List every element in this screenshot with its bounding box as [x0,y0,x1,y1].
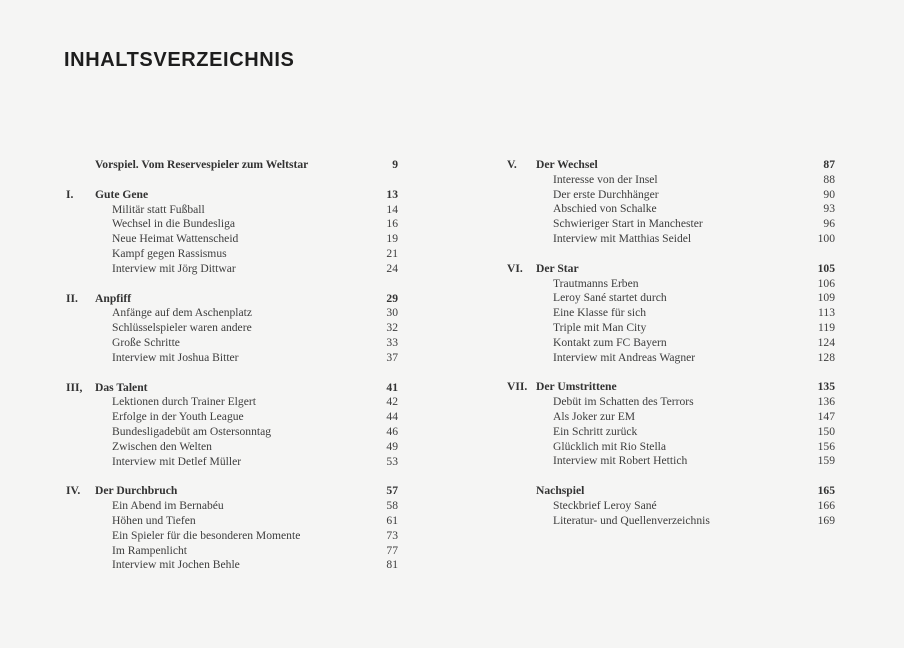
toc-section [507,158,835,247]
entry-label: Kampf gegen Rassismus [112,246,227,260]
roman-numeral-spacer [507,173,536,188]
toc-section [507,380,835,469]
toc-section [66,484,398,573]
entry-page-number: 30 [386,306,398,320]
toc-section-header [66,484,398,499]
entry-label: Interview mit Detlef Müller [112,454,242,468]
entry-page-number: 119 [818,320,835,334]
entry-page-number: 41 [386,380,398,394]
entry-page-number: 96 [823,217,835,231]
entry-label: Der Star [536,261,579,275]
roman-numeral-spacer [66,262,95,277]
toc-entry [507,217,835,232]
roman-numeral: IV. [66,484,81,498]
entry-page-number: 42 [386,395,398,409]
toc-section-header [66,292,398,307]
entry-label: Neue Heimat Wattenscheid [112,232,239,246]
entry-page-number: 166 [817,498,835,512]
toc-section [66,381,398,470]
roman-numeral-spacer [507,499,536,514]
toc-entry [66,232,398,247]
entry-label: Debüt im Schatten des Terrors [553,395,694,409]
entry-page-number: 165 [817,484,835,498]
roman-numeral-spacer [66,529,95,544]
entry-page-number: 73 [386,528,398,542]
toc-entry [66,440,398,455]
entry-page-number: 14 [386,202,398,216]
entry-label: Ein Spieler für die besonderen Momente [112,528,301,542]
entry-label: Der Wechsel [536,158,598,171]
roman-numeral-spacer [507,454,536,469]
toc-entry [66,425,398,440]
entry-label: Zwischen den Welten [112,439,212,453]
toc-entry [66,247,398,262]
roman-numeral-spacer [507,425,536,440]
entry-label: Interview mit Jochen Behle [112,558,240,572]
toc-entry [507,499,835,514]
roman-numeral: V. [507,158,517,171]
toc-entry [507,425,835,440]
toc-section-header [66,158,398,173]
toc-entry [66,558,398,573]
roman-numeral: VI. [507,261,523,275]
toc-section [66,292,398,366]
roman-numeral-spacer [66,544,95,559]
toc-column-left [66,158,398,573]
entry-label: Kontakt zum FC Bayern [553,335,667,349]
entry-label: Ein Abend im Bernabéu [112,499,224,513]
entry-label: Militär statt Fußball [112,202,205,216]
entry-page-number: 124 [817,335,835,349]
roman-numeral-spacer [507,440,536,455]
roman-numeral-spacer [507,410,536,425]
roman-numeral-spacer [66,455,95,470]
entry-page-number: 150 [817,424,835,438]
roman-numeral-spacer [66,440,95,455]
toc-entry [507,514,835,529]
entry-label: Interview mit Jörg Dittwar [112,261,236,275]
entry-page-number: 147 [817,409,835,423]
roman-numeral-spacer [66,395,95,410]
entry-label: Nachspiel [536,484,585,498]
entry-page-number: 113 [818,306,835,320]
entry-page-number: 57 [386,484,398,498]
entry-label: Höhen und Tiefen [112,513,196,527]
entry-label: Interview mit Robert Hettich [553,454,688,468]
toc-section [507,484,835,528]
entry-page-number: 87 [823,158,835,171]
roman-numeral [66,158,95,173]
toc-entry [66,499,398,514]
entry-page-number: 81 [386,558,398,572]
entry-page-number: 9 [392,158,398,171]
roman-numeral: III, [66,380,83,394]
toc-section [66,158,398,173]
toc-entry [507,277,835,292]
entry-label: Wechsel in die Bundesliga [112,217,236,231]
roman-numeral-spacer [66,410,95,425]
entry-label: Anfänge auf dem Aschenplatz [112,306,253,320]
toc-entry [507,232,835,247]
toc-entry [507,173,835,188]
toc-section-header [507,262,835,277]
entry-page-number: 29 [386,291,398,305]
roman-numeral-spacer [507,291,536,306]
entry-label: Bundesligadebüt am Ostersonntag [112,424,272,438]
entry-page-number: 16 [386,217,398,231]
roman-numeral-spacer [507,277,536,292]
roman-numeral-spacer [507,336,536,351]
entry-page-number: 58 [386,499,398,513]
entry-page-number: 49 [386,439,398,453]
entry-page-number: 90 [823,187,835,201]
entry-label: Als Joker zur EM [553,409,636,423]
entry-page-number: 169 [817,513,835,527]
toc-entry [507,306,835,321]
toc-section-header [507,380,835,395]
entry-page-number: 128 [817,350,835,364]
toc-entry [66,410,398,425]
toc-entry [507,410,835,425]
entry-label: Eine Klasse für sich [553,306,647,320]
roman-numeral-spacer [507,351,536,366]
entry-page-number: 77 [386,543,398,557]
entry-label: Steckbrief Leroy Sané [553,498,657,512]
roman-numeral: II. [66,291,78,305]
roman-numeral-spacer [507,188,536,203]
roman-numeral-spacer [507,217,536,232]
toc-section-header [507,158,835,173]
toc-entry [507,321,835,336]
entry-page-number: 24 [386,261,398,275]
toc-section-header [507,484,835,499]
roman-numeral-spacer [66,336,95,351]
toc-entry [507,291,835,306]
roman-numeral-spacer [66,499,95,514]
entry-label: Glücklich mit Rio Stella [553,439,667,453]
roman-numeral-spacer [66,217,95,232]
entry-page-number: 135 [817,380,835,394]
entry-label: Der erste Durchhänger [553,187,659,201]
entry-page-number: 156 [817,439,835,453]
roman-numeral-spacer [507,395,536,410]
entry-label: Interview mit Joshua Bitter [112,350,239,364]
entry-label: Das Talent [95,380,148,394]
toc-section-header [66,188,398,203]
entry-page-number: 136 [817,395,835,409]
toc-entry [66,544,398,559]
entry-label: Interview mit Andreas Wagner [553,350,696,364]
entry-page-number: 61 [386,513,398,527]
toc-entry [66,514,398,529]
toc-entry [66,395,398,410]
toc-column-right [507,158,835,529]
entry-page-number: 159 [817,454,835,468]
entry-label: Erfolge in der Youth League [112,410,244,424]
roman-numeral-spacer [66,321,95,336]
toc-entry [66,351,398,366]
entry-label: Leroy Sané startet durch [553,291,667,305]
toc-section-header [66,381,398,396]
entry-page-number: 106 [817,276,835,290]
entry-label: Lektionen durch Trainer Elgert [112,395,256,409]
toc-entry [507,395,835,410]
entry-label: Große Schritte [112,335,180,349]
roman-numeral-spacer [66,514,95,529]
roman-numeral [507,484,536,499]
roman-numeral-spacer [507,514,536,529]
toc-entry [507,188,835,203]
entry-page-number: 21 [386,246,398,260]
toc-entry [66,217,398,232]
toc-entry [507,454,835,469]
entry-page-number: 33 [386,335,398,349]
entry-page-number: 37 [386,350,398,364]
entry-page-number: 100 [817,231,835,245]
entry-label: Der Umstrittene [536,380,617,394]
roman-numeral-spacer [66,351,95,366]
roman-numeral-spacer [507,202,536,217]
entry-label: Schlüsselspieler waren andere [112,321,252,335]
roman-numeral: VII. [507,380,528,394]
roman-numeral-spacer [507,321,536,336]
roman-numeral-spacer [66,558,95,573]
entry-page-number: 13 [386,187,398,201]
toc-entry [66,262,398,277]
entry-page-number: 105 [817,261,835,275]
roman-numeral-spacer [66,203,95,218]
entry-page-number: 44 [386,410,398,424]
roman-numeral-spacer [66,247,95,262]
entry-page-number: 46 [386,424,398,438]
entry-label: Gute Gene [95,187,149,201]
roman-numeral-spacer [66,232,95,247]
entry-label: Schwieriger Start in Manchester [553,217,703,231]
entry-page-number: 93 [823,202,835,216]
page-title: INHALTSVERZEICHNIS [64,49,295,71]
entry-page-number: 32 [386,321,398,335]
toc-section [66,188,398,277]
entry-label: Trautmanns Erben [553,276,639,290]
entry-label: Interesse von der Insel [553,172,658,186]
roman-numeral-spacer [507,232,536,247]
entry-label: Ein Schritt zurück [553,424,638,438]
roman-numeral: I. [66,187,74,201]
toc-entry [507,336,835,351]
entry-label: Abschied von Schalke [553,202,657,216]
toc-entry [66,321,398,336]
entry-label: Triple mit Man City [553,320,647,334]
entry-label: Literatur- und Quellenverzeichnis [553,513,710,527]
toc-section [507,262,835,366]
toc-entry [507,202,835,217]
entry-label: Vorspiel. Vom Reservespieler zum Weltstar [95,158,309,171]
entry-label: Der Durchbruch [95,484,178,498]
entry-page-number: 53 [386,454,398,468]
roman-numeral-spacer [66,306,95,321]
toc-entry [66,203,398,218]
toc-entry [507,440,835,455]
toc-entry [507,351,835,366]
entry-page-number: 109 [817,291,835,305]
roman-numeral-spacer [507,306,536,321]
entry-page-number: 19 [386,232,398,246]
roman-numeral-spacer [66,425,95,440]
toc-entry [66,455,398,470]
entry-page-number: 88 [823,172,835,186]
entry-label: Interview mit Matthias Seidel [553,231,692,245]
toc-entry [66,306,398,321]
entry-label: Im Rampenlicht [112,543,188,557]
toc-entry [66,336,398,351]
toc-entry [66,529,398,544]
entry-label: Anpfiff [95,291,132,305]
